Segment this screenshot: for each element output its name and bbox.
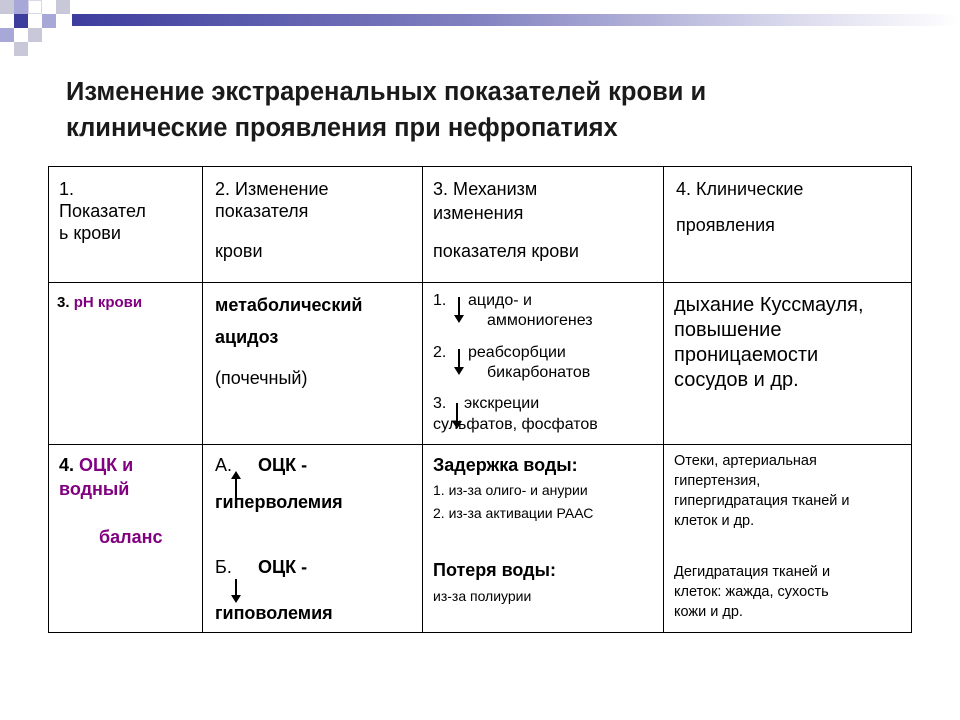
deco-square [28,28,42,42]
ock-mechanism-cell [423,445,664,633]
mechanism-text: бикарбонатов [487,364,591,381]
mechanism-text: аммониогенез [487,312,593,329]
mechanism-text: экскреции [464,395,540,412]
header-text: изменения [433,203,524,223]
ock-indicator: 4. ОЦК и [59,455,134,475]
mechanism-title: Задержка воды: [433,455,578,475]
clinical-text: Отеки, артериальная [674,453,817,469]
change-text: гиповолемия [215,603,333,623]
deco-gradient-bar [72,14,960,26]
deco-square [28,0,42,14]
clinical-text: клеток: жажда, сухость [674,584,829,600]
clinical-text: Дегидратация тканей и [674,564,831,580]
change-text: ацидоз [215,327,279,347]
deco-square [42,14,56,28]
arrow-down-icon [458,349,460,369]
mechanism-text: 2. из-за активации РААС [433,505,594,521]
item-letter: Б. [215,557,232,577]
data-table [48,166,912,633]
clinical-text: дыхание Куссмауля, [674,294,864,316]
title-line: Изменение экстраренальных показателей крови и [66,78,707,106]
mechanism-text: сульфатов, фосфатов [433,416,598,433]
clinical-text: повышение [674,319,782,341]
row-label: рН крови [73,294,143,311]
header-text: показателя [215,201,309,221]
clinical-text: гипергидратация тканей и [674,493,850,509]
header-cell-2 [203,167,423,283]
mechanism-number: 1. [433,292,447,309]
header-text: Показател [59,201,146,221]
ph-indicator [57,293,142,313]
mechanism-number: 3. [433,395,447,412]
row-label: водный [59,479,130,499]
header-cell-3 [423,167,664,283]
mechanism-text: 1. из-за олиго- и анурии [433,482,588,498]
ph-mechanism-cell [423,283,664,445]
slide-title [66,74,906,146]
slide-decoration [0,0,960,60]
clinical-text: кожи и др. [674,604,743,620]
item-letter: А. [215,455,233,475]
deco-square [14,14,28,28]
mechanism-text: реабсорбции [468,344,566,361]
mechanism-text: ацидо- и [468,292,532,309]
header-cell-4 [664,167,912,283]
change-text: гиперволемия [215,492,343,512]
header-text: 3. Механизм [433,179,538,199]
ph-clinical-cell [664,283,912,445]
clinical-text: клеток и др. [674,513,755,529]
header-text: крови [215,241,263,261]
ph-indicator-cell [49,283,203,445]
change-text: ОЦК - [258,455,308,475]
ock-clinical-cell [664,445,912,633]
deco-square [0,0,14,14]
table-row [49,445,912,633]
clinical-text: проницаемости [674,344,819,366]
table-header-row [49,167,912,283]
change-text: метаболический [215,295,363,315]
row-number: 3. [57,294,70,311]
deco-square [14,0,28,14]
change-text: ОЦК - [258,557,308,577]
clinical-text: сосудов и др. [674,369,799,391]
clinical-text: гипертензия, [674,473,761,489]
header-text: показателя крови [433,241,579,261]
ock-change-cell [203,445,423,633]
ph-change-cell [203,283,423,445]
arrow-down-icon [458,297,460,317]
arrow-down-icon [235,579,237,597]
table-row [49,283,912,445]
ock-indicator-cell [49,445,203,633]
deco-square [0,28,14,42]
header-text: 4. Клинические [676,179,804,199]
title-line: клинические проявления при нефропатиях [66,114,618,142]
row-label: баланс [99,527,163,547]
header-text: 1. [59,179,75,199]
mechanism-title: Потеря воды: [433,560,556,580]
deco-square [14,42,28,56]
mechanism-number: 2. [433,344,447,361]
header-cell-1 [49,167,203,283]
mechanism-text: из-за полиурии [433,588,532,604]
change-text: (почечный) [215,368,308,388]
header-text: проявления [676,215,775,235]
deco-square [56,0,70,14]
header-text: ь крови [59,223,121,243]
header-text: 2. Изменение [215,179,329,199]
